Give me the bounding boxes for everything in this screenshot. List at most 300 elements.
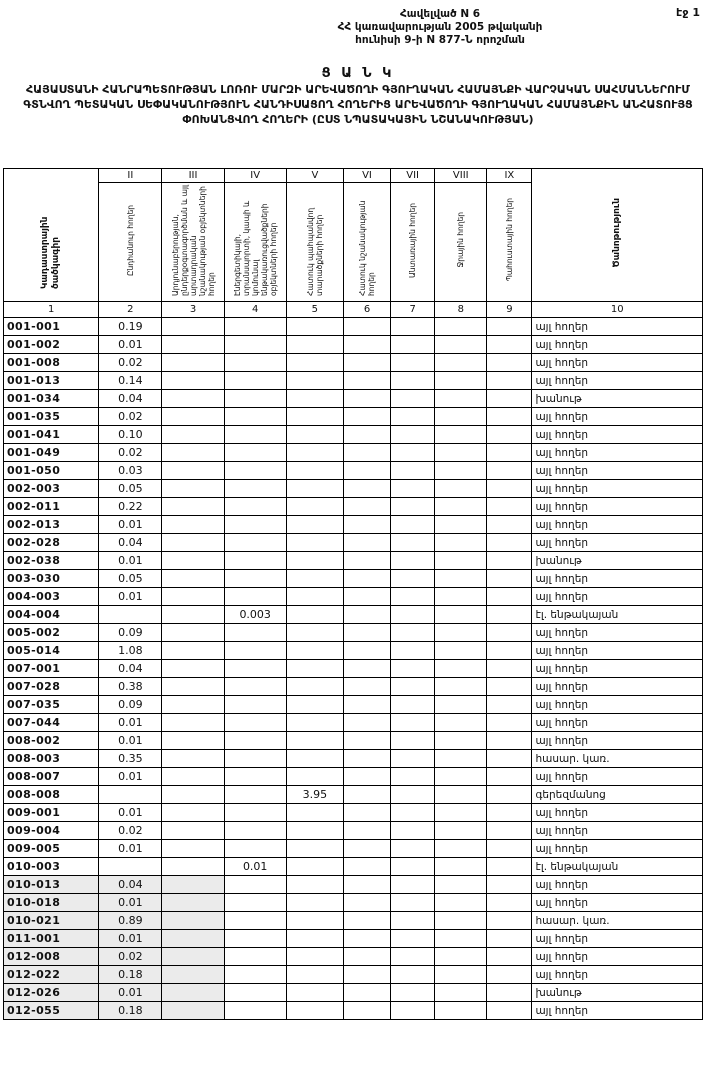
row-value-cell <box>162 372 224 390</box>
row-value-cell <box>391 444 435 462</box>
row-value-cell <box>224 624 286 642</box>
row-value-cell <box>224 426 286 444</box>
row-value-cell <box>224 552 286 570</box>
row-value-cell <box>391 642 435 660</box>
row-value-cell <box>162 912 224 930</box>
row-value-cell <box>162 480 224 498</box>
row-note-cell: այլ հողեր <box>532 336 703 354</box>
row-value-cell <box>224 930 286 948</box>
row-value-cell <box>286 660 343 678</box>
column-number-row <box>4 302 703 318</box>
row-value-cell <box>162 822 224 840</box>
row-value-cell <box>162 552 224 570</box>
row-value-cell <box>286 948 343 966</box>
colnum-3: 3 <box>162 302 224 318</box>
row-note-cell: այլ հողեր <box>532 678 703 696</box>
row-value-cell <box>435 786 487 804</box>
row-value-cell <box>162 984 224 1002</box>
row-value-cell: 1.08 <box>99 642 162 660</box>
row-code-cell: 012-055 <box>4 1002 99 1020</box>
table-row <box>4 498 703 516</box>
row-value-cell <box>286 354 343 372</box>
header-industrial-lands-text: Արդյունաբերության, ընդերքօգտագործման և այլ արտադրական նշանակության օբյեկտների հողեր <box>170 184 216 296</box>
row-code-cell: 009-004 <box>4 822 99 840</box>
row-value-cell <box>391 372 435 390</box>
header-water-lands-text: Ջրային հողեր <box>456 212 466 268</box>
row-note-cell: էլ. ենթակայան <box>532 858 703 876</box>
row-value-cell <box>224 390 286 408</box>
row-value-cell <box>435 768 487 786</box>
row-value-cell <box>162 750 224 768</box>
table-row <box>4 966 703 984</box>
row-value-cell: 0.01 <box>99 552 162 570</box>
row-note-cell: այլ հողեր <box>532 696 703 714</box>
row-value-cell <box>435 624 487 642</box>
row-value-cell <box>435 984 487 1002</box>
row-value-cell <box>435 318 487 336</box>
row-value-cell <box>224 678 286 696</box>
row-note-cell: էլ. ենթակայան <box>532 606 703 624</box>
row-value-cell <box>343 624 390 642</box>
row-value-cell <box>286 426 343 444</box>
header-special-purpose-lands-text: Հատուկ նշանակության հողեր <box>358 200 376 296</box>
row-code-cell: 008-007 <box>4 768 99 786</box>
row-value-cell: 0.02 <box>99 408 162 426</box>
table-row <box>4 732 703 750</box>
appendix-header-line1: Հավելված N 6 <box>399 8 481 20</box>
row-value-cell: 0.02 <box>99 822 162 840</box>
row-value-cell <box>343 336 390 354</box>
row-value-cell <box>435 696 487 714</box>
row-value-cell: 0.01 <box>99 516 162 534</box>
row-value-cell <box>162 858 224 876</box>
row-value-cell <box>286 840 343 858</box>
row-value-cell <box>391 354 435 372</box>
row-value-cell <box>435 858 487 876</box>
document-subtitle: ՀԱՅԱՍՏԱՆԻ ՀԱՆՐԱՊԵՏՈՒԹՅԱՆ ԼՈՌՈՒ ՄԱՐԶԻ ԱՐԵՎԱԾՈՂԻ ԳՅՈՒՂԱԿԱՆ ՀԱՄԱՅՆՔԻ ՎԱՐՉԱԿԱՆ ՍԱՀՄԱՆՆԵՐՈՒՄ ԳՏՆՎՈՂ ՊԵՏԱԿԱՆ ՍԵՓԱԿԱՆՈՒԹՅՈՒՆ ՀԱՆԴԻՍԱՑՈՂ ՀՈՂԵՐԻՑ ԱՐԵՎԱԾՈՂԻ ԳՅՈՒՂԱԿԱՆ ՀԱՄԱՅՆՔԻՆ ԱՆՀԱՏՈՒՅՑ ՓՈԽԱՆՑՎՈՂ ՀՈՂԵՐԻ (ԸՍՏ ՆՊԱՏԱԿԱՅԻՆ ՆՇԱՆԱԿՈՒԹՅԱՆ) <box>23 83 693 126</box>
row-value-cell: 3.95 <box>286 786 343 804</box>
row-value-cell <box>391 480 435 498</box>
row-value-cell <box>162 894 224 912</box>
row-value-cell <box>391 840 435 858</box>
row-value-cell <box>391 624 435 642</box>
row-value-cell <box>487 984 532 1002</box>
row-value-cell <box>435 462 487 480</box>
row-code-cell: 011-001 <box>4 930 99 948</box>
row-value-cell <box>435 894 487 912</box>
row-value-cell <box>435 570 487 588</box>
row-note-cell: այլ հողեր <box>532 444 703 462</box>
row-value-cell <box>162 966 224 984</box>
roman-IX: IX <box>487 169 532 183</box>
row-value-cell <box>435 480 487 498</box>
row-value-cell <box>343 426 390 444</box>
row-value-cell <box>487 390 532 408</box>
row-value-cell <box>343 966 390 984</box>
row-code-cell: 004-004 <box>4 606 99 624</box>
row-note-cell: այլ հողեր <box>532 408 703 426</box>
row-value-cell <box>391 606 435 624</box>
row-value-cell <box>487 480 532 498</box>
row-value-cell <box>286 678 343 696</box>
roman-VI: VI <box>343 169 390 183</box>
header-energy-transport-lands <box>224 183 286 302</box>
row-code-cell: 005-014 <box>4 642 99 660</box>
row-note-cell: այլ հողեր <box>532 732 703 750</box>
row-value-cell <box>435 534 487 552</box>
header-protected-areas-lands <box>286 183 343 302</box>
row-note-cell: խանութ <box>532 984 703 1002</box>
row-value-cell <box>286 912 343 930</box>
row-value-cell <box>162 498 224 516</box>
row-value-cell <box>343 894 390 912</box>
row-value-cell <box>224 372 286 390</box>
row-value-cell <box>487 804 532 822</box>
row-value-cell <box>162 660 224 678</box>
row-value-cell: 0.01 <box>99 732 162 750</box>
row-note-cell: այլ հողեր <box>532 642 703 660</box>
row-value-cell <box>391 732 435 750</box>
table-row <box>4 876 703 894</box>
roman-IV: IV <box>224 169 286 183</box>
row-value-cell <box>224 696 286 714</box>
row-value-cell <box>435 732 487 750</box>
row-value-cell <box>162 642 224 660</box>
row-value-cell <box>162 462 224 480</box>
row-value-cell <box>224 444 286 462</box>
row-value-cell <box>435 930 487 948</box>
row-value-cell <box>343 858 390 876</box>
table-row <box>4 912 703 930</box>
roman-V: V <box>286 169 343 183</box>
row-note-cell: այլ հողեր <box>532 534 703 552</box>
row-code-cell: 007-035 <box>4 696 99 714</box>
table-row <box>4 462 703 480</box>
table-row <box>4 570 703 588</box>
row-value-cell <box>343 606 390 624</box>
row-value-cell: 0.01 <box>99 840 162 858</box>
row-value-cell <box>435 498 487 516</box>
roman-VIII: VIII <box>435 169 487 183</box>
row-note-cell: այլ հողեր <box>532 480 703 498</box>
roman-III: III <box>162 169 224 183</box>
row-code-cell: 010-013 <box>4 876 99 894</box>
row-value-cell <box>162 876 224 894</box>
row-value-cell: 0.04 <box>99 390 162 408</box>
row-value-cell: 0.18 <box>99 966 162 984</box>
row-note-cell: այլ հողեր <box>532 426 703 444</box>
row-note-cell: այլ հողեր <box>532 354 703 372</box>
row-value-cell <box>435 678 487 696</box>
row-value-cell <box>391 534 435 552</box>
row-value-cell <box>286 966 343 984</box>
row-value-cell <box>487 678 532 696</box>
row-value-cell <box>487 498 532 516</box>
row-value-cell <box>286 552 343 570</box>
row-value-cell <box>343 642 390 660</box>
row-value-cell: 0.02 <box>99 444 162 462</box>
colnum-5: 5 <box>286 302 343 318</box>
cadastral-code-header <box>4 169 99 302</box>
row-value-cell <box>391 912 435 930</box>
row-value-cell <box>224 588 286 606</box>
row-note-cell: հասար. կառ. <box>532 750 703 768</box>
row-value-cell <box>435 912 487 930</box>
row-value-cell <box>224 840 286 858</box>
row-value-cell <box>391 876 435 894</box>
row-value-cell <box>286 480 343 498</box>
row-value-cell <box>391 768 435 786</box>
row-value-cell <box>286 894 343 912</box>
row-value-cell <box>487 912 532 930</box>
row-code-cell: 007-001 <box>4 660 99 678</box>
row-value-cell <box>286 804 343 822</box>
row-value-cell <box>487 750 532 768</box>
row-value-cell: 0.09 <box>99 624 162 642</box>
row-value-cell <box>435 876 487 894</box>
row-value-cell <box>224 912 286 930</box>
row-value-cell <box>343 354 390 372</box>
table-row <box>4 606 703 624</box>
row-value-cell <box>162 840 224 858</box>
row-value-cell <box>224 480 286 498</box>
row-value-cell <box>487 354 532 372</box>
row-value-cell: 0.01 <box>99 930 162 948</box>
row-value-cell <box>435 840 487 858</box>
row-value-cell <box>224 750 286 768</box>
table-body <box>4 318 703 1020</box>
table-row <box>4 858 703 876</box>
row-value-cell <box>487 642 532 660</box>
table-row <box>4 804 703 822</box>
row-value-cell <box>487 516 532 534</box>
row-value-cell <box>99 606 162 624</box>
row-value-cell: 0.01 <box>99 714 162 732</box>
row-value-cell <box>391 930 435 948</box>
table-row <box>4 894 703 912</box>
row-value-cell <box>162 534 224 552</box>
table-row <box>4 408 703 426</box>
row-value-cell <box>391 588 435 606</box>
row-value-cell <box>391 984 435 1002</box>
row-value-cell <box>391 498 435 516</box>
row-value-cell <box>286 390 343 408</box>
row-value-cell <box>343 480 390 498</box>
row-value-cell <box>343 534 390 552</box>
row-value-cell: 0.04 <box>99 534 162 552</box>
row-value-cell <box>391 678 435 696</box>
header-energy-transport-lands-text: Էներգետիկայի, տրանսպորտի, կապի և կոմունալ ենթակառուցվածքների օբյեկտների հողեր <box>232 200 278 296</box>
appendix-header-line2: ՀՀ կառավարության 2005 թվականի <box>337 21 543 34</box>
row-value-cell <box>343 984 390 1002</box>
row-value-cell <box>391 894 435 912</box>
row-value-cell <box>162 714 224 732</box>
row-value-cell <box>487 840 532 858</box>
row-value-cell <box>487 732 532 750</box>
row-value-cell <box>162 768 224 786</box>
row-value-cell <box>224 966 286 984</box>
row-value-cell <box>224 894 286 912</box>
row-value-cell <box>435 1002 487 1020</box>
appendix-header <box>290 8 590 47</box>
row-value-cell <box>343 372 390 390</box>
row-code-cell: 010-021 <box>4 912 99 930</box>
row-value-cell <box>487 552 532 570</box>
row-value-cell <box>224 876 286 894</box>
row-value-cell <box>343 408 390 426</box>
colnum-6: 6 <box>343 302 390 318</box>
row-value-cell <box>391 318 435 336</box>
row-value-cell: 0.01 <box>99 588 162 606</box>
row-value-cell: 0.04 <box>99 660 162 678</box>
row-value-cell <box>286 696 343 714</box>
row-value-cell <box>286 768 343 786</box>
row-code-cell: 001-035 <box>4 408 99 426</box>
row-value-cell <box>487 534 532 552</box>
row-value-cell <box>487 714 532 732</box>
row-value-cell <box>391 660 435 678</box>
row-value-cell: 0.38 <box>99 678 162 696</box>
row-value-cell <box>391 570 435 588</box>
row-code-cell: 004-003 <box>4 588 99 606</box>
row-note-cell: այլ հողեր <box>532 588 703 606</box>
row-value-cell <box>162 786 224 804</box>
row-value-cell <box>487 444 532 462</box>
colnum-4: 4 <box>224 302 286 318</box>
row-code-cell: 001-041 <box>4 426 99 444</box>
row-value-cell <box>162 354 224 372</box>
row-value-cell <box>435 336 487 354</box>
row-value-cell <box>162 390 224 408</box>
row-value-cell: 0.003 <box>224 606 286 624</box>
row-value-cell: 0.22 <box>99 498 162 516</box>
header-reserve-lands-text: Պահուստային հողեր <box>504 198 514 282</box>
table-row <box>4 840 703 858</box>
row-code-cell: 001-002 <box>4 336 99 354</box>
row-note-cell: այլ հողեր <box>532 624 703 642</box>
document-title: Ց Ա Ն Կ <box>321 66 395 81</box>
row-value-cell <box>343 750 390 768</box>
row-code-cell: 010-003 <box>4 858 99 876</box>
row-value-cell <box>224 768 286 786</box>
row-value-cell <box>435 390 487 408</box>
row-value-cell <box>435 444 487 462</box>
row-code-cell: 001-034 <box>4 390 99 408</box>
row-value-cell <box>391 966 435 984</box>
row-value-cell <box>343 444 390 462</box>
row-value-cell <box>435 966 487 984</box>
header-total-lands-text: Ընդհանուր հողեր <box>125 204 135 276</box>
header-protected-areas-lands-text: Հատուկ պահպանվող տարածքների հողեր <box>305 207 324 296</box>
table-row <box>4 516 703 534</box>
row-value-cell <box>286 876 343 894</box>
row-value-cell <box>343 660 390 678</box>
row-value-cell <box>487 696 532 714</box>
row-value-cell <box>162 444 224 462</box>
row-value-cell <box>343 462 390 480</box>
row-value-cell <box>487 894 532 912</box>
row-value-cell <box>343 1002 390 1020</box>
row-value-cell <box>224 804 286 822</box>
row-value-cell <box>224 534 286 552</box>
row-value-cell <box>487 570 532 588</box>
table-row <box>4 480 703 498</box>
row-code-cell: 008-003 <box>4 750 99 768</box>
row-value-cell <box>343 318 390 336</box>
table-row <box>4 426 703 444</box>
row-note-cell: այլ հողեր <box>532 516 703 534</box>
row-value-cell <box>286 570 343 588</box>
row-value-cell <box>162 426 224 444</box>
row-value-cell <box>391 786 435 804</box>
row-code-cell: 009-001 <box>4 804 99 822</box>
row-value-cell <box>343 498 390 516</box>
table-row <box>4 678 703 696</box>
row-note-cell: այլ հողեր <box>532 948 703 966</box>
row-value-cell <box>286 642 343 660</box>
row-value-cell <box>224 570 286 588</box>
row-value-cell <box>99 858 162 876</box>
header-reserve-lands <box>487 183 532 302</box>
row-value-cell <box>162 624 224 642</box>
row-value-cell <box>343 822 390 840</box>
row-value-cell <box>343 714 390 732</box>
row-value-cell <box>487 624 532 642</box>
note-header-text: Ծանոթություն <box>611 198 622 268</box>
row-value-cell <box>343 948 390 966</box>
row-value-cell <box>162 678 224 696</box>
row-value-cell <box>487 606 532 624</box>
row-value-cell <box>391 390 435 408</box>
row-value-cell <box>343 390 390 408</box>
row-code-cell: 001-049 <box>4 444 99 462</box>
row-value-cell <box>343 696 390 714</box>
row-value-cell <box>435 588 487 606</box>
row-value-cell <box>224 948 286 966</box>
row-value-cell <box>286 930 343 948</box>
table-row <box>4 624 703 642</box>
row-value-cell: 0.19 <box>99 318 162 336</box>
header-special-purpose-lands <box>343 183 390 302</box>
row-code-cell: 010-018 <box>4 894 99 912</box>
row-value-cell: 0.01 <box>224 858 286 876</box>
row-value-cell <box>286 444 343 462</box>
row-code-cell: 005-002 <box>4 624 99 642</box>
row-value-cell <box>435 408 487 426</box>
row-value-cell <box>286 732 343 750</box>
row-value-cell <box>435 426 487 444</box>
row-value-cell <box>224 408 286 426</box>
page-marker: էջ 1 <box>676 6 700 19</box>
table-row <box>4 444 703 462</box>
row-note-cell: խանութ <box>532 552 703 570</box>
row-value-cell <box>391 948 435 966</box>
row-value-cell <box>343 552 390 570</box>
row-value-cell <box>487 858 532 876</box>
row-value-cell <box>391 1002 435 1020</box>
row-value-cell <box>286 498 343 516</box>
row-value-cell <box>435 606 487 624</box>
table-row <box>4 786 703 804</box>
row-value-cell <box>391 426 435 444</box>
row-value-cell <box>435 516 487 534</box>
row-code-cell: 001-050 <box>4 462 99 480</box>
row-value-cell: 0.02 <box>99 354 162 372</box>
table-row <box>4 948 703 966</box>
row-value-cell <box>162 804 224 822</box>
row-code-cell: 009-005 <box>4 840 99 858</box>
row-note-cell: այլ հողեր <box>532 966 703 984</box>
